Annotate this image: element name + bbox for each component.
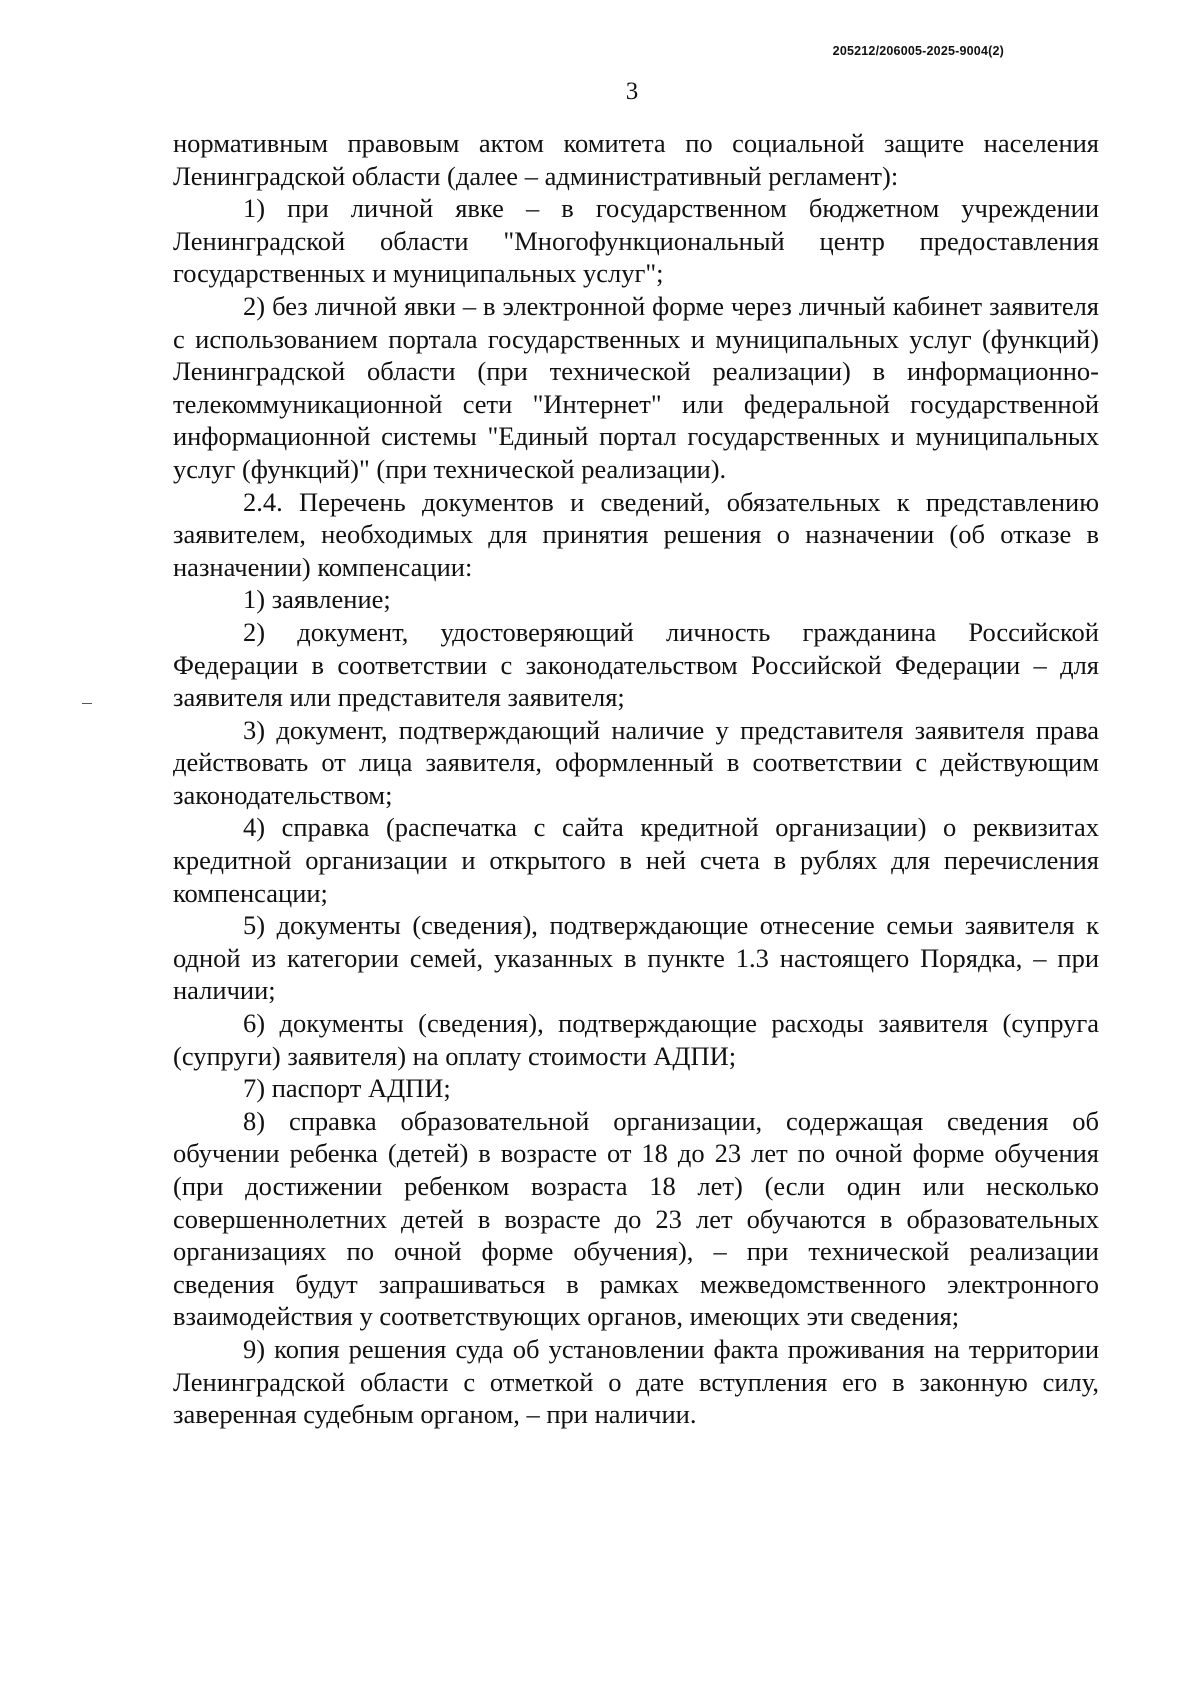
document-body bbox=[173, 127, 1099, 1431]
paragraph-section-2-4: 2.4. Перечень документов и сведений, обязательных к представлению заявителем, необходимых для принятия решения о назначении (об отказе в назначении) компенсации: bbox=[173, 486, 1099, 582]
list-item-8-education-certificate: 8) справка образовательной организации, содержащая сведения об обучении ребенка (детей) в возрасте от 18 до 23 лет по очной форме обучения (при достижении ребенком возраста 18 лет) (если один или несколько совершеннолетних детей в возрасте до 23 лет обучаются в образовательных организациях по очной форме обучения), – при технической реализации сведения будут запрашиваться в рамках межведомственного электронного взаимодействия у соответствующих органов, имеющих эти сведения; bbox=[173, 1105, 1099, 1332]
paragraph-item-1-in-person: 1) при личной явке – в государственном бюджетном учреждении Ленинградской области "Многофункциональный центр предоставления государственных и муниципальных услуг"; bbox=[173, 193, 1099, 289]
list-item-9-court-decision: 9) копия решения суда об установлении факта проживания на территории Ленинградской области с отметкой о дате вступления его в законную силу, заверенная судебным органом, – при наличии. bbox=[173, 1333, 1099, 1430]
list-item-5-family-category: 5) документы (сведения), подтверждающие отнесение семьи заявителя к одной из категории семей, указанных в пункте 1.3 настоящего Порядка, – при наличии; bbox=[173, 910, 1099, 1006]
list-item-6-expenses: 6) документы (сведения), подтверждающие расходы заявителя (супруга (супруги) заявителя) на оплату стоимости АДПИ; bbox=[173, 1008, 1099, 1071]
list-item-1-application: 1) заявление; bbox=[243, 584, 391, 615]
document-id: 205212/206005-2025-9004(2) bbox=[832, 44, 1004, 58]
margin-mark bbox=[82, 703, 92, 704]
page-number: 3 bbox=[625, 78, 639, 105]
list-item-7-passport: 7) паспорт АДПИ; bbox=[243, 1073, 451, 1104]
paragraph-item-2-online: 2) без личной явки – в электронной форме через личный кабинет заявителя с использованием портала государственных и муниципальных услуг (функций) Ленинградской области (при технической реализации) в информационно-телекоммуникационной сети "Интернет" или федеральной государственной информационной системы "Единый портал государственных и муниципальных услуг (функций)" (при технической реализации). bbox=[173, 290, 1099, 484]
paragraph-continuation: нормативным правовым актом комитета по социальной защите населения Ленинградской области (далее – административный регламент): bbox=[173, 128, 1099, 191]
list-item-3-representative-authority: 3) документ, подтверждающий наличие у представителя заявителя права действовать от лица заявителя, оформленный в соответствии с действующим законодательством; bbox=[173, 714, 1099, 810]
list-item-4-bank-details: 4) справка (распечатка с сайта кредитной организации) о реквизитах кредитной организации и открытого в ней счета в рублях для перечисления компенсации; bbox=[173, 812, 1099, 908]
list-item-2-identity-document: 2) документ, удостоверяющий личность гражданина Российской Федерации в соответствии с законодательством Российской Федерации – для заявителя или представителя заявителя; bbox=[173, 616, 1099, 713]
